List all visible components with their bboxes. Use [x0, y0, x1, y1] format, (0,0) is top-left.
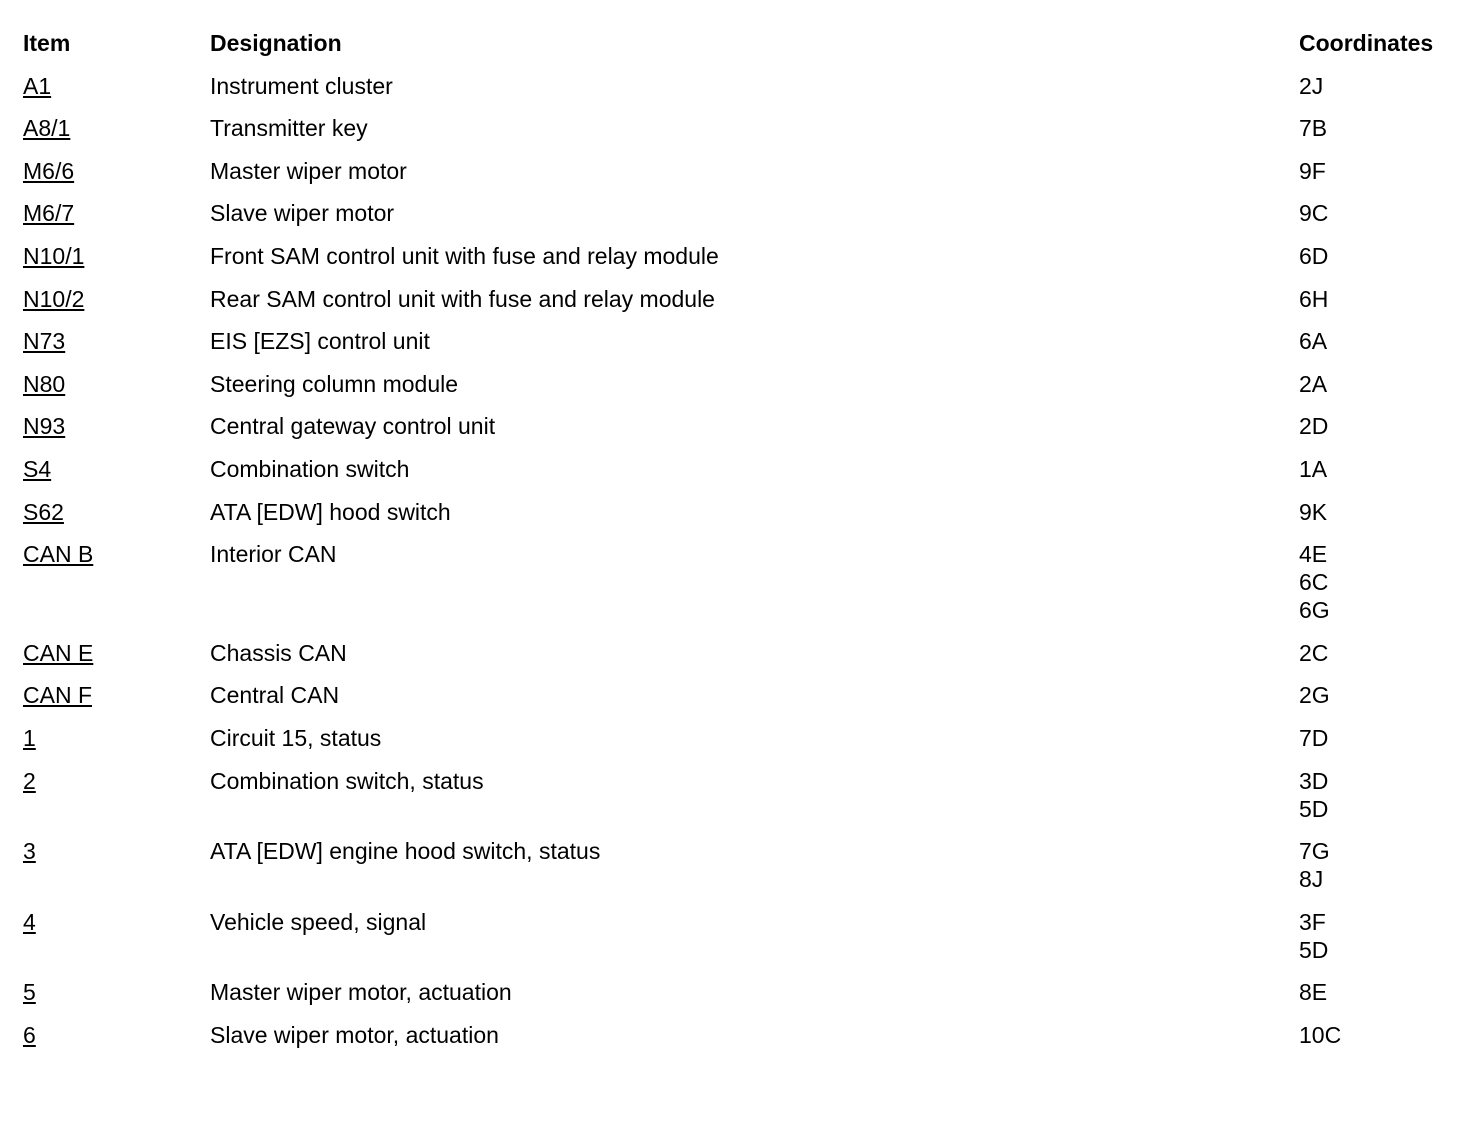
- coordinate-value: 10C: [1299, 1021, 1342, 1048]
- coordinate-value: 1A: [1299, 455, 1328, 482]
- table-row: [23, 156, 1453, 199]
- coordinate-value: 5D: [1299, 936, 1329, 963]
- table-row: [23, 539, 1453, 638]
- coordinates-cell: [1299, 837, 1453, 893]
- designation-text: EIS [EZS] control unit: [210, 328, 430, 355]
- designation-text: Vehicle speed, signal: [210, 908, 427, 935]
- table-row: [23, 411, 1453, 454]
- item-link[interactable]: 6: [23, 1021, 36, 1048]
- item-link[interactable]: S4: [23, 455, 52, 482]
- item-link[interactable]: CAN E: [23, 639, 94, 666]
- coordinates-cell: [1299, 639, 1453, 667]
- designation-text: ATA [EDW] engine hood switch, status: [210, 838, 601, 865]
- coordinate-value: 6A: [1299, 328, 1328, 355]
- table-row: [23, 113, 1453, 156]
- coordinates-cell: [1299, 242, 1453, 270]
- table-row: [23, 71, 1453, 114]
- coordinate-value: 2C: [1299, 639, 1329, 666]
- designation-text: Chassis CAN: [210, 639, 347, 666]
- designation-text: Master wiper motor: [210, 157, 407, 184]
- coordinate-value: 6C: [1299, 569, 1329, 596]
- designation-text: Instrument cluster: [210, 72, 393, 99]
- table-row: [23, 198, 1453, 241]
- item-link[interactable]: M6/6: [23, 157, 75, 184]
- table-row: [23, 977, 1453, 1020]
- coordinates-cell: [1299, 370, 1453, 398]
- table-row: [23, 241, 1453, 284]
- item-link[interactable]: CAN B: [23, 541, 94, 568]
- item-link[interactable]: 4: [23, 908, 36, 935]
- item-link[interactable]: N80: [23, 370, 66, 397]
- coordinates-cell: [1299, 498, 1453, 526]
- designation-text: Front SAM control unit with fuse and relay module: [210, 242, 719, 269]
- coordinates-cell: [1299, 540, 1453, 624]
- coordinates-cell: [1299, 327, 1453, 355]
- item-link[interactable]: N93: [23, 413, 66, 440]
- coordinate-value: 8J: [1299, 866, 1324, 893]
- table-row: [23, 284, 1453, 327]
- coordinate-value: 3D: [1299, 767, 1329, 794]
- coordinates-cell: [1299, 157, 1453, 185]
- designation-text: Circuit 15, status: [210, 724, 382, 751]
- designation-text: Transmitter key: [210, 115, 368, 142]
- table-row: [23, 369, 1453, 412]
- table-row: [23, 454, 1453, 497]
- coordinate-value: 7D: [1299, 724, 1329, 751]
- column-header-item: Item: [23, 30, 71, 56]
- coordinate-value: 4E: [1299, 541, 1328, 568]
- coordinate-value: 9K: [1299, 498, 1328, 525]
- coordinates-cell: [1299, 681, 1453, 709]
- coordinate-value: 6H: [1299, 285, 1329, 312]
- coordinate-value: 6G: [1299, 597, 1330, 624]
- coordinates-cell: [1299, 72, 1453, 100]
- coordinate-value: 6D: [1299, 242, 1329, 269]
- legend-table: [23, 28, 1453, 1062]
- coordinates-cell: [1299, 412, 1453, 440]
- coordinates-cell: [1299, 724, 1453, 752]
- coordinates-cell: [1299, 199, 1453, 227]
- item-link[interactable]: A1: [23, 72, 52, 99]
- designation-text: Interior CAN: [210, 541, 337, 568]
- coordinate-value: 2A: [1299, 370, 1328, 397]
- table-row: [23, 723, 1453, 766]
- table-row: [23, 836, 1453, 907]
- coordinate-value: 8E: [1299, 979, 1328, 1006]
- coordinates-cell: [1299, 285, 1453, 313]
- item-link[interactable]: N10/1: [23, 242, 85, 269]
- designation-text: Slave wiper motor, actuation: [210, 1021, 499, 1048]
- designation-text: Combination switch, status: [210, 767, 484, 794]
- table-row: [23, 907, 1453, 978]
- legend-body: [23, 71, 1453, 1063]
- coordinate-value: 3F: [1299, 908, 1326, 935]
- item-link[interactable]: N73: [23, 328, 66, 355]
- coordinate-value: 2J: [1299, 72, 1324, 99]
- coordinates-cell: [1299, 455, 1453, 483]
- coordinate-value: 5D: [1299, 795, 1329, 822]
- designation-text: ATA [EDW] hood switch: [210, 498, 451, 525]
- designation-text: Master wiper motor, actuation: [210, 979, 512, 1006]
- item-link[interactable]: 2: [23, 767, 36, 794]
- designation-text: Rear SAM control unit with fuse and relay module: [210, 285, 715, 312]
- designation-text: Central gateway control unit: [210, 413, 496, 440]
- column-header-coordinates: Coordinates: [1299, 30, 1434, 56]
- coordinate-value: 7B: [1299, 115, 1328, 142]
- coordinate-value: 2D: [1299, 413, 1329, 440]
- table-row: [23, 1020, 1453, 1063]
- item-link[interactable]: S62: [23, 498, 64, 525]
- designation-text: Steering column module: [210, 370, 459, 397]
- item-link[interactable]: 3: [23, 838, 36, 865]
- table-row: [23, 638, 1453, 681]
- column-header-designation: Designation: [210, 30, 342, 56]
- item-link[interactable]: CAN F: [23, 682, 92, 709]
- item-link[interactable]: A8/1: [23, 115, 71, 142]
- item-link[interactable]: N10/2: [23, 285, 85, 312]
- coordinate-value: 2G: [1299, 682, 1330, 709]
- coordinate-value: 7G: [1299, 838, 1330, 865]
- coordinates-cell: [1299, 908, 1453, 964]
- table-row: [23, 766, 1453, 837]
- item-link[interactable]: 1: [23, 724, 36, 751]
- designation-text: Combination switch: [210, 455, 410, 482]
- item-link[interactable]: 5: [23, 979, 36, 1006]
- table-row: [23, 497, 1453, 540]
- coordinates-cell: [1299, 1021, 1453, 1049]
- item-link[interactable]: M6/7: [23, 200, 75, 227]
- coordinates-cell: [1299, 978, 1453, 1006]
- coordinate-value: 9C: [1299, 200, 1329, 227]
- table-row: [23, 680, 1453, 723]
- table-row: [23, 326, 1453, 369]
- coordinate-value: 9F: [1299, 157, 1326, 184]
- designation-text: Central CAN: [210, 682, 340, 709]
- coordinates-cell: [1299, 114, 1453, 142]
- designation-text: Slave wiper motor: [210, 200, 395, 227]
- coordinates-cell: [1299, 767, 1453, 823]
- legend-header-row: [23, 28, 1453, 71]
